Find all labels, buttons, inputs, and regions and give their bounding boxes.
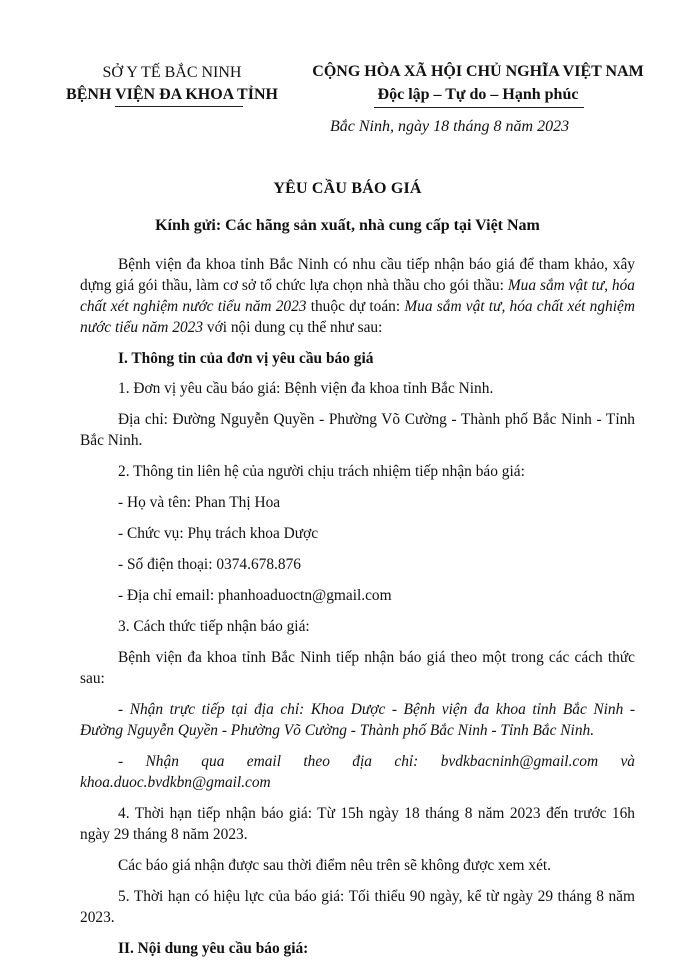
receiving-methods-intro: Bệnh viện đa khoa tỉnh Bắc Ninh tiếp nhận báo giá theo một trong các cách thức sau: (80, 649, 635, 687)
national-motto-block (288, 60, 668, 106)
place-date: Bắc Ninh, ngày 18 tháng 8 năm 2023 (330, 118, 570, 135)
quote-validity: 5. Thời hạn có hiệu lực của báo giá: Tối thiểu 90 ngày, kể từ ngày 29 tháng 8 năm 2023. (80, 888, 635, 926)
section-2-heading: II. Nội dung yêu cầu báo giá: (118, 940, 309, 957)
intro-text-2: thuộc dự toán: (306, 298, 405, 315)
unit-address: Địa chỉ: Đường Nguyễn Quyền - Phường Võ Cường - Thành phố Bắc Ninh - Tỉnh Bắc Ninh. (80, 411, 635, 449)
contact-position: - Chức vụ: Phụ trách khoa Dược (118, 525, 319, 542)
package-name: Mua sắm vật tư, hóa chất xét nghiệm nước tiểu năm 2023 (80, 277, 635, 315)
intro-text-3: với nội dung cụ thể như sau: (203, 319, 383, 336)
intro-paragraph (80, 254, 635, 338)
estimate-name: Mua sắm vật tư, hóa chất xét nghiệm nước tiểu năm 2023 (80, 298, 635, 336)
recipient-line: Kính gửi: Các hãng sản xuất, nhà cung cấp tại Việt Nam (155, 217, 540, 234)
method-email: - Nhận qua email theo địa chỉ: bvdkbacninh@gmail.com và khoa.duoc.bvdkbn@gmail.com (80, 753, 635, 791)
contact-email: - Địa chỉ email: phanhoaduoctn@gmail.com (118, 587, 392, 604)
issuer-department: SỞ Y TẾ BẮC NINH (102, 64, 242, 81)
late-submission-note: Các báo giá nhận được sau thời điểm nêu trên sẽ không được xem xét. (118, 857, 552, 874)
document-body (80, 254, 635, 968)
country-name: CỘNG HÒA XÃ HỘI CHỦ NGHĨA VIỆT NAM (312, 63, 644, 80)
contact-name: - Họ và tên: Phan Thị Hoa (118, 494, 281, 511)
requesting-unit: 1. Đơn vị yêu cầu báo giá: Bệnh viện đa khoa tỉnh Bắc Ninh. (118, 380, 494, 397)
document-title: YÊU CẦU BÁO GIÁ (273, 180, 422, 197)
motto: Độc lập – Tự do – Hạnh phúc (377, 86, 579, 103)
contact-phone: - Số điện thoại: 0374.678.876 (118, 556, 301, 573)
receiving-deadline: 4. Thời hạn tiếp nhận báo giá: Từ 15h ngày 18 tháng 8 năm 2023 đến trước 16h ngày 29 tháng 8 năm 2023. (80, 805, 635, 843)
section-1-heading: I. Thông tin của đơn vị yêu cầu báo giá (118, 350, 374, 367)
contact-info-label: 2. Thông tin liên hệ của người chịu trách nhiệm tiếp nhận báo giá: (118, 463, 525, 480)
intro-text-1: Bệnh viện đa khoa tỉnh Bắc Ninh có nhu cầu tiếp nhận báo giá để tham khảo, xây dựng giá gói thầu, làm cơ sở tổ chức lựa chọn nhà thầu cho gói thầu: (80, 256, 635, 294)
issuer-hospital: BỆNH VIỆN ĐA KHOA TỈNH (66, 86, 278, 103)
issuer-underline (115, 106, 243, 107)
method-direct: - Nhận trực tiếp tại địa chỉ: Khoa Dược - Bệnh viện đa khoa tỉnh Bắc Ninh - Đường Nguyễn Quyền - Phường Võ Cường - Thành phố Bắc Ninh - Tỉnh Bắc Ninh. (80, 701, 635, 739)
motto-underline (374, 107, 584, 108)
receiving-method-label: 3. Cách thức tiếp nhận báo giá: (118, 618, 310, 635)
issuer-block (58, 62, 286, 106)
